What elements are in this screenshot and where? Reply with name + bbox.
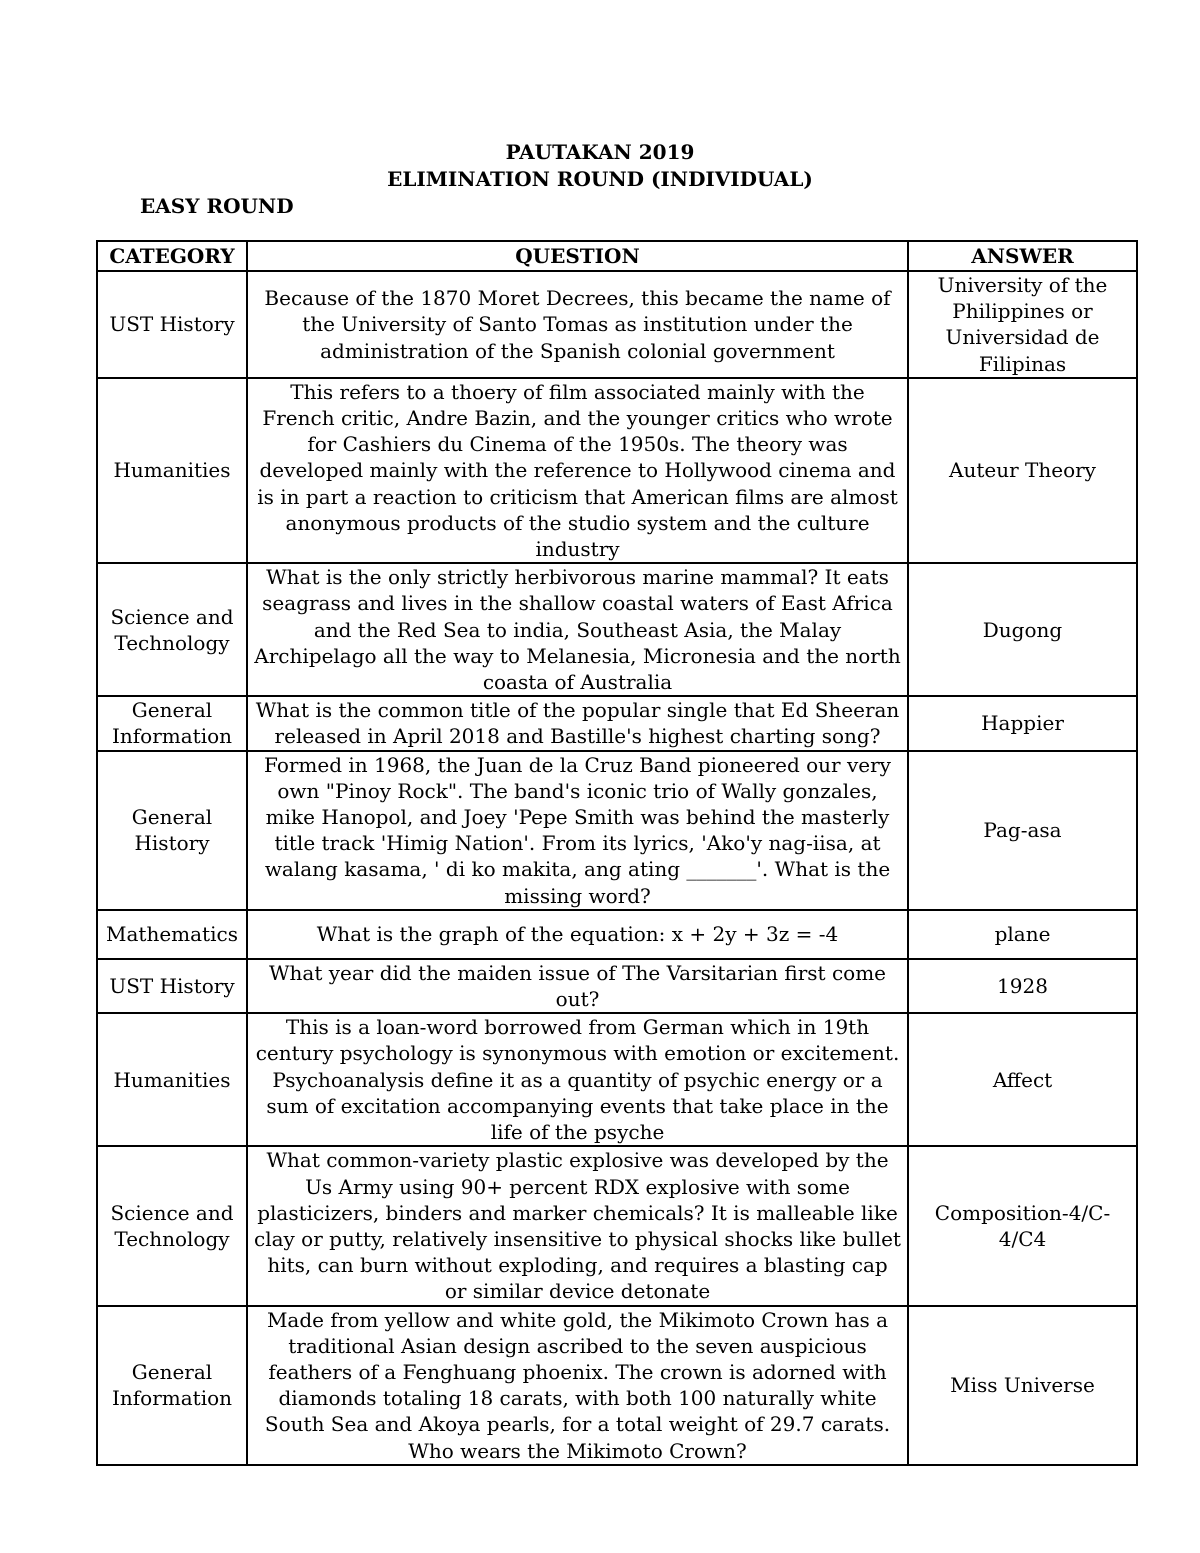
header-answer: ANSWER <box>908 241 1137 271</box>
question-cell: What is the common title of the popular single that Ed Sheeran released in April 2018 and Bastille's highest charting song? <box>247 696 908 750</box>
header-category: CATEGORY <box>97 241 247 271</box>
table-row <box>97 1146 1137 1305</box>
questions-table <box>96 240 1138 1466</box>
round-label: EASY ROUND <box>140 194 294 218</box>
table-row <box>97 271 1137 378</box>
question-cell: What common-variety plastic explosive was developed by the Us Army using 90+ percent RDX explosive with some plasticizers, binders and marker chemicals? It is malleable like clay or putty, relatively insensitive to physical shocks like bullet hits, can burn without exploding, and requires a blasting cap or similar device detonate <box>247 1146 908 1305</box>
question-cell: Because of the 1870 Moret Decrees, this became the name of the University of Santo Tomas as institution under the administration of the Spanish colonial government <box>247 271 908 378</box>
table-row <box>97 910 1137 959</box>
answer-cell: Dugong <box>908 563 1137 696</box>
answer-cell: Miss Universe <box>908 1306 1137 1465</box>
category-cell: Humanities <box>97 1013 247 1146</box>
answer-cell: University of the Philippines or Universidad de Filipinas <box>908 271 1137 378</box>
answer-cell: Happier <box>908 696 1137 750</box>
category-cell: UST History <box>97 271 247 378</box>
category-cell: Science and Technology <box>97 1146 247 1305</box>
question-cell: Made from yellow and white gold, the Mikimoto Crown has a traditional Asian design ascribed to the seven auspicious feathers of a Fenghuang phoenix. The crown is adorned with diamonds totaling 18 carats, with both 100 naturally white South Sea and Akoya pearls, for a total weight of 29.7 carats. Who wears the Mikimoto Crown? <box>247 1306 908 1465</box>
question-cell: What year did the maiden issue of The Varsitarian first come out? <box>247 959 908 1013</box>
question-cell: What is the only strictly herbivorous marine mammal? It eats seagrass and lives in the shallow coastal waters of East Africa and the Red Sea to india, Southeast Asia, the Malay Archipelago all the way to Melanesia, Micronesia and the north coasta of Australia <box>247 563 908 696</box>
answer-cell: 1928 <box>908 959 1137 1013</box>
category-cell: General History <box>97 751 247 910</box>
category-cell: General Information <box>97 696 247 750</box>
answer-cell: plane <box>908 910 1137 959</box>
table-row <box>97 751 1137 910</box>
answer-cell: Composition-4/C-4/C4 <box>908 1146 1137 1305</box>
table-header-row <box>97 241 1137 271</box>
document-subtitle: ELIMINATION ROUND (INDIVIDUAL) <box>387 167 813 191</box>
category-cell: Science and Technology <box>97 563 247 696</box>
table-row <box>97 1306 1137 1465</box>
table-row <box>97 1013 1137 1146</box>
category-cell: UST History <box>97 959 247 1013</box>
table-row <box>97 378 1137 563</box>
document-title: PAUTAKAN 2019 <box>505 140 695 164</box>
table-row <box>97 696 1137 750</box>
table-row <box>97 959 1137 1013</box>
table-row <box>97 563 1137 696</box>
category-cell: General Information <box>97 1306 247 1465</box>
answer-cell: Auteur Theory <box>908 378 1137 563</box>
question-cell: This is a loan-word borrowed from German which in 19th century psychology is synonymous with emotion or excitement. Psychoanalysis define it as a quantity of psychic energy or a sum of excitation accompanying events that take place in the life of the psyche <box>247 1013 908 1146</box>
question-cell: This refers to a thoery of film associated mainly with the French critic, Andre Bazin, and the younger critics who wrote for Cashiers du Cinema of the 1950s. The theory was developed mainly with the reference to Hollywood cinema and is in part a reaction to criticism that American films are almost anonymous products of the studio system and the culture industry <box>247 378 908 563</box>
question-cell: Formed in 1968, the Juan de la Cruz Band pioneered our very own "Pinoy Rock". The band's iconic trio of Wally gonzales, mike Hanopol, and Joey 'Pepe Smith was behind the masterly title track 'Himig Nation'. From its lyrics, 'Ako'y nag-iisa, at walang kasama, ' di ko makita, ang ating _______'. What is the missing word? <box>247 751 908 910</box>
category-cell: Mathematics <box>97 910 247 959</box>
question-cell: What is the graph of the equation: x + 2y + 3z = -4 <box>247 910 908 959</box>
category-cell: Humanities <box>97 378 247 563</box>
answer-cell: Pag-asa <box>908 751 1137 910</box>
answer-cell: Affect <box>908 1013 1137 1146</box>
header-question: QUESTION <box>247 241 908 271</box>
